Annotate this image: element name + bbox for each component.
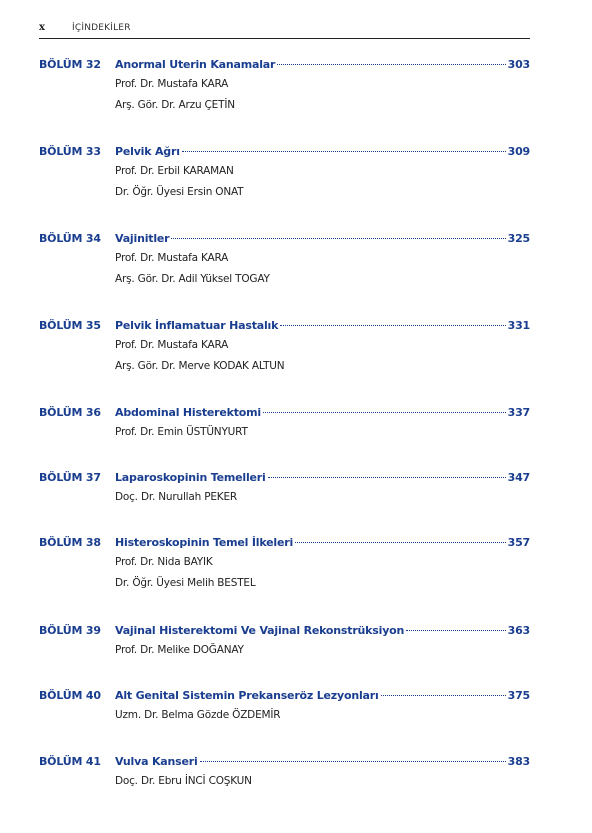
header-title: İÇİNDEKİLER <box>72 23 131 33</box>
toc-entry[interactable] <box>39 687 530 726</box>
chapter-title[interactable]: Laparoskopinin Temelleri <box>115 471 266 484</box>
chapter-title[interactable]: Abdominal Histerektomi <box>115 406 261 419</box>
chapter-author: Doç. Dr. Nurullah PEKER <box>115 491 237 503</box>
chapter-number: BÖLÜM 35 <box>39 319 101 332</box>
chapter-author: Dr. Öğr. Üyesi Ersin ONAT <box>115 186 244 198</box>
toc-entry[interactable] <box>39 469 530 508</box>
chapter-page-number[interactable]: 357 <box>507 536 530 549</box>
dot-leader <box>406 630 505 631</box>
toc-entry-heading[interactable] <box>39 687 530 705</box>
chapter-page-number[interactable]: 363 <box>507 624 530 637</box>
toc-entry-heading[interactable] <box>39 230 530 248</box>
dot-leader <box>171 238 505 239</box>
page-header <box>39 22 530 39</box>
chapter-number: BÖLÜM 34 <box>39 232 101 245</box>
chapter-author: Uzm. Dr. Belma Gözde ÖZDEMİR <box>115 709 281 721</box>
chapter-title[interactable]: Pelvik İnflamatuar Hastalık <box>115 319 279 332</box>
toc-entry[interactable] <box>39 230 530 290</box>
toc-entry[interactable] <box>39 622 530 661</box>
dot-leader <box>295 542 506 543</box>
chapter-title[interactable]: Pelvik Ağrı <box>115 145 180 158</box>
chapter-number: BÖLÜM 38 <box>39 536 101 549</box>
dot-leader <box>277 64 505 65</box>
toc-entry-heading[interactable] <box>39 404 530 422</box>
chapter-author: Arş. Gör. Dr. Merve KODAK ALTUN <box>115 360 285 372</box>
dot-leader <box>280 325 505 326</box>
chapter-author: Prof. Dr. Mustafa KARA <box>115 78 229 90</box>
chapter-title[interactable]: Vajinitler <box>115 232 170 245</box>
chapter-author: Arş. Gör. Dr. Arzu ÇETİN <box>115 99 235 111</box>
chapter-page-number[interactable]: 303 <box>507 58 530 71</box>
page-number: x <box>39 22 45 33</box>
chapter-author: Dr. Öğr. Üyesi Melih BESTEL <box>115 577 256 589</box>
chapter-title[interactable]: Vulva Kanseri <box>115 755 198 768</box>
chapter-author: Prof. Dr. Nida BAYIK <box>115 556 213 568</box>
dot-leader <box>263 412 506 413</box>
toc-entry-heading[interactable] <box>39 622 530 640</box>
chapter-author: Prof. Dr. Melike DOĞANAY <box>115 644 244 656</box>
chapter-number: BÖLÜM 33 <box>39 145 101 158</box>
chapter-page-number[interactable]: 375 <box>507 689 530 702</box>
chapter-number: BÖLÜM 32 <box>39 58 101 71</box>
toc-entry-heading[interactable] <box>39 534 530 552</box>
chapter-number: BÖLÜM 40 <box>39 689 101 702</box>
chapter-title[interactable]: Anormal Uterin Kanamalar <box>115 58 276 71</box>
chapter-number: BÖLÜM 36 <box>39 406 101 419</box>
chapter-page-number[interactable]: 337 <box>507 406 530 419</box>
chapter-number: BÖLÜM 41 <box>39 755 101 768</box>
chapter-page-number[interactable]: 309 <box>507 145 530 158</box>
chapter-page-number[interactable]: 331 <box>507 319 530 332</box>
toc-entry[interactable] <box>39 534 530 594</box>
toc-entry[interactable] <box>39 317 530 377</box>
chapter-number: BÖLÜM 37 <box>39 471 101 484</box>
toc-entry-heading[interactable] <box>39 753 530 771</box>
toc-entry[interactable] <box>39 143 530 203</box>
chapter-page-number[interactable]: 347 <box>507 471 530 484</box>
chapter-page-number[interactable]: 383 <box>507 755 530 768</box>
chapter-number: BÖLÜM 39 <box>39 624 101 637</box>
chapter-author: Prof. Dr. Mustafa KARA <box>115 252 229 264</box>
dot-leader <box>200 761 506 762</box>
toc-entry-heading[interactable] <box>39 469 530 487</box>
toc-entry[interactable] <box>39 753 530 792</box>
chapter-author: Prof. Dr. Erbil KARAMAN <box>115 165 234 177</box>
chapter-author: Doç. Dr. Ebru İNCİ COŞKUN <box>115 775 252 787</box>
toc-entry-heading[interactable] <box>39 143 530 161</box>
toc-entry-heading[interactable] <box>39 317 530 335</box>
toc-entry-heading[interactable] <box>39 56 530 74</box>
chapter-author: Prof. Dr. Mustafa KARA <box>115 339 229 351</box>
chapter-title[interactable]: Vajinal Histerektomi Ve Vajinal Rekonstrüksiyon <box>115 624 405 637</box>
toc-entry[interactable] <box>39 56 530 116</box>
chapter-page-number[interactable]: 325 <box>507 232 530 245</box>
toc-entry[interactable] <box>39 404 530 443</box>
chapter-title[interactable]: Alt Genital Sistemin Prekanseröz Lezyonları <box>115 689 379 702</box>
dot-leader <box>182 151 506 152</box>
chapter-author: Prof. Dr. Emin ÜSTÜNYURT <box>115 426 248 438</box>
dot-leader <box>381 695 506 696</box>
dot-leader <box>268 477 506 478</box>
chapter-author: Arş. Gör. Dr. Adil Yüksel TOGAY <box>115 273 270 285</box>
chapter-title[interactable]: Histeroskopinin Temel İlkeleri <box>115 536 294 549</box>
